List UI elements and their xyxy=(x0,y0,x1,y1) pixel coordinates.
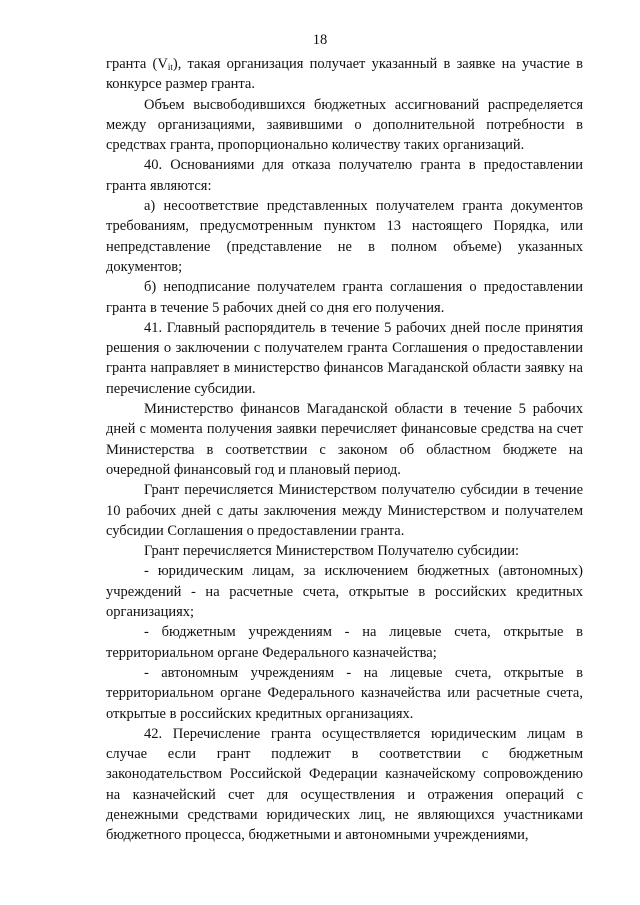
page-number: 18 xyxy=(312,32,328,48)
paragraph-item-40: 40. Основаниями для отказа получателю гранта в предоставлении гранта являются: xyxy=(106,157,583,194)
paragraph-item-40a: а) несоответствие представленных получателем гранта документов требованиям, предусмотренным пунктом 13 настоящего Порядка, или непредставление (представление не в полном объеме) указанных документов; xyxy=(106,198,583,275)
document-body xyxy=(106,54,583,846)
list-item-autonomous-institutions: - автономным учреждениям - на лицевые счета, открытые в территориальном органе Федерального казначейства или расчетные счета, открытые в российских кредитных организациях. xyxy=(106,664,583,722)
paragraph-released-allocations: Объем высвободившихся бюджетных ассигнований распределяется между организациями, заявившими о дополнительной потребности в средствах гранта, пропорционально количеству таких организаций. xyxy=(106,96,583,154)
paragraph-grant-continuation xyxy=(106,54,583,95)
paragraph-grant-transfer-intro: Грант перечисляется Министерством Получателю субсидии: xyxy=(144,543,520,560)
paragraph-grant-transfer-term: Грант перечисляется Министерством получателю субсидии в течение 10 рабочих дней с даты заключения между Министерством и получателем субсидии Соглашения о предоставлении гранта. xyxy=(106,482,583,539)
list-item-budget-institutions: - бюджетным учреждениям - на лицевые счета, открытые в территориальном органе Федерального казначейства; xyxy=(106,624,583,661)
paragraph-item-40b: б) неподписание получателем гранта соглашения о предоставлении гранта в течение 5 рабочих дней со дня его получения. xyxy=(106,279,583,316)
paragraph-item-41: 41. Главный распорядитель в течение 5 рабочих дней после принятия решения о заключении с получателем гранта Соглашения о предоставлении гранта направляет в министерство финансов Магаданской области заявку на перечисление субсидии. xyxy=(106,319,583,397)
list-item-legal-entities: - юридическим лицам, за исключением бюджетных (автономных) учреждений - на расчетные счета, открытые в российских кредитных организациях; xyxy=(106,563,583,621)
paragraph-text-post: ), такая организация получает указанный в заявке на участие в конкурсе размер гранта. xyxy=(106,56,583,93)
paragraph-text-pre: гранта (V xyxy=(106,56,168,72)
paragraph-ministry-transfer: Министерство финансов Магаданской области в течение 5 рабочих дней с момента получения заявки перечисляет финансовые средства на счет Министерства в соответствии с законом об областном бюджете на очередной финансовый год и плановый период. xyxy=(106,401,583,478)
subscript-it: it xyxy=(167,62,173,72)
paragraph-item-42: 42. Перечисление гранта осуществляется юридическим лицам в случае если грант подлежит в соответствии с бюджетным законодательством Российской Федерации казначейскому сопровождению на казначейский счет для осуществления и отражения операций с денежными средствами юридических лиц, не являющихся участниками бюджетного процесса, бюджетными и автономными учреждениями, xyxy=(106,725,583,844)
